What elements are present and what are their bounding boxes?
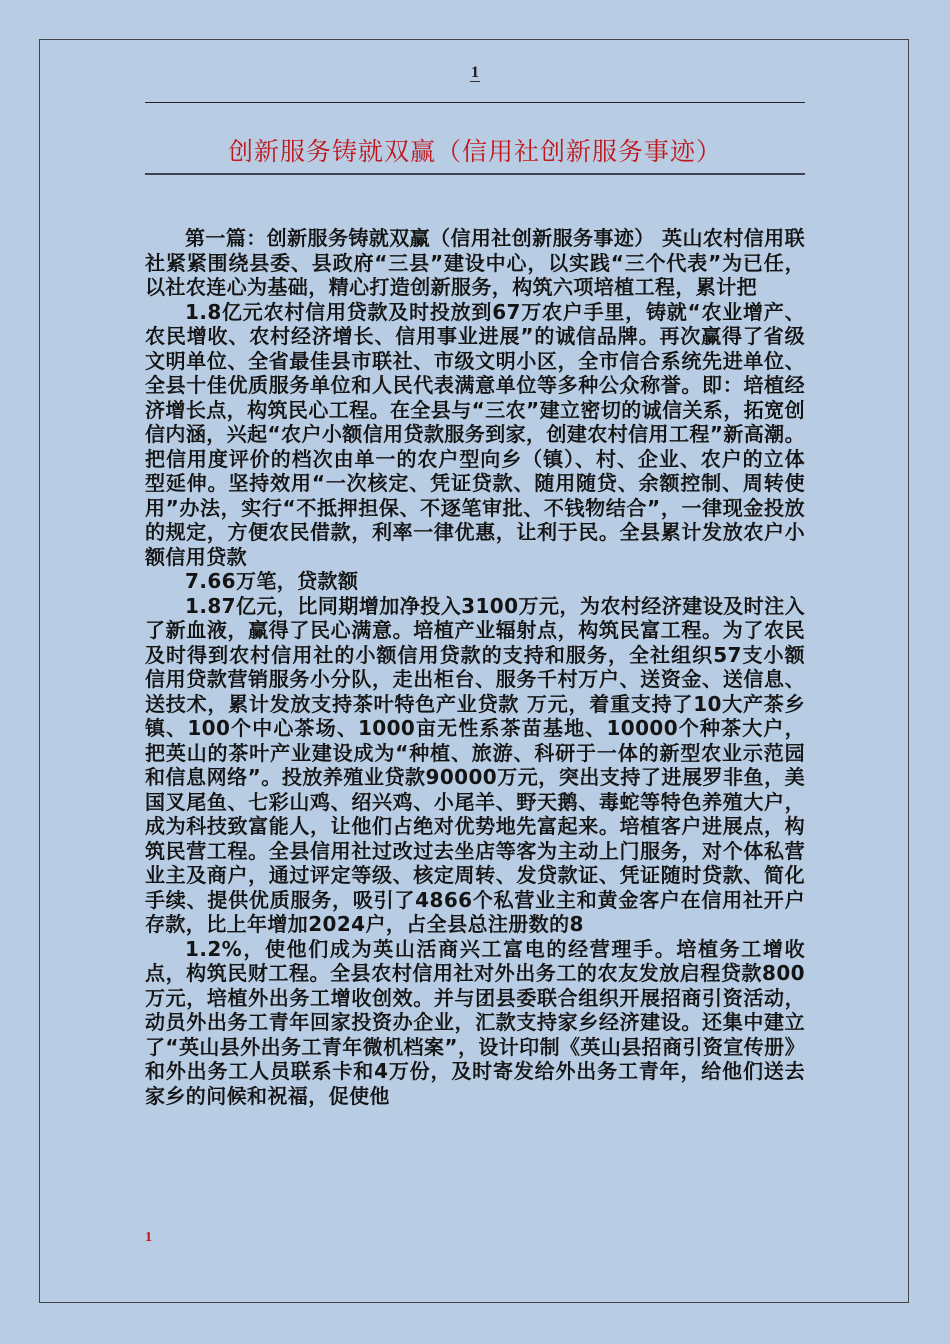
paragraph: 7.66万笔，贷款额	[185, 569, 359, 593]
paragraph: 1.8亿元农村信用贷款及时投放到67万农户手里，铸就“农业增产、农民增收、农村经济增长、信用事业进展”的诚信品牌。再次赢得了省级文明单位、全省最佳县市联社、市级文明小区，全市信合系统先进单位、全县十佳优质服务单位和人民代表满意单位等多种公众称誉。即：培植经济增长点，构筑民心工程。在全县与“三农”建立密切的诚信关系，拓宽创信内涵，兴起“农户小额信用贷款服务到家，创建农村信用工程”新高潮。把信用度评价的档次由单一的农户型向乡（镇）、村、企业、农户的立体型延伸。坚持效用“一次核定、凭证贷款、随用随贷、余额控制、周转使用”办法，实行“不抵押担保、不逐笔审批、不钱物结合”，一律现金投放的规定，方便农民借款，利率一律优惠，让利于民。全县累计发放农户小额信用贷款	[145, 299, 805, 569]
header-page-number	[0, 64, 950, 82]
document-title: 创新服务铸就双赢（信用社创新服务事迹）	[227, 137, 722, 166]
paragraph: 第一篇：创新服务铸就双赢（信用社创新服务事迹） 英山农村信用联社紧紧围绕县委、县政府“三县”建设中心，以实践“三个代表”为已任，以社农连心为基础，精心打造创新服务，构筑六项培植工程，累计把	[145, 226, 805, 299]
body-text	[145, 226, 805, 1108]
header-rule	[145, 102, 805, 103]
title-rule	[145, 173, 805, 175]
paragraph: 1.2%，使他们成为英山活商兴工富电的经营理手。培植务工增收点，构筑民财工程。全县农村信用社对外出务工的农友发放启程贷款800万元，培植外出务工增收创效。并与团县委联合组织开展招商引资活动，动员外出务工青年回家投资办企业，汇款支持家乡经济建设。还集中建立了“英山县外出务工青年微机档案”，设计印制《英山县招商引资宣传册》和外出务工人员联系卡和4万份，及时寄发给外出务工青年，给他们送去家乡的问候和祝福，促使他	[145, 936, 805, 1108]
header-page-number-text: 1	[471, 64, 479, 81]
paragraph: 1.87亿元，比同期增加净投入3100万元，为农村经济建设及时注入了新血液，赢得了民心满意。培植产业辐射点，构筑民富工程。为了农民及时得到农村信用社的小额信用贷款的支持和服务，全社组织57支小额信用贷款营销服务小分队，走出柜台、服务千村万户、送资金、送信息、送技术，累计发放支持茶叶特色产业贷款 万元，着重支持了10大产茶乡镇、100个中心茶场、1000亩无性系茶苗基地、10000个种茶大户，把英山的茶叶产业建设成为“种植、旅游、科研于一体的新型农业示范园和信息网络”。投放养殖业贷款90000万元，突出支持了进展罗非鱼，美国叉尾鱼、七彩山鸡、绍兴鸡、小尾羊、野天鹅、毒蛇等特色养殖大户，成为科技致富能人，让他们占绝对优势地先富起来。培植客户进展点，构筑民营工程。全县信用社过改过去坐店等客为主动上门服务，对个体私营业主及商户，通过评定等级、核定周转、发贷款证、凭证随时贷款、简化手续、提供优质服务，吸引了4866个私营业主和黄金客户在信用社开户存款，比上年增加2024户，占全县总注册数的8	[145, 593, 805, 936]
footer-page-number: 1	[145, 1230, 152, 1245]
